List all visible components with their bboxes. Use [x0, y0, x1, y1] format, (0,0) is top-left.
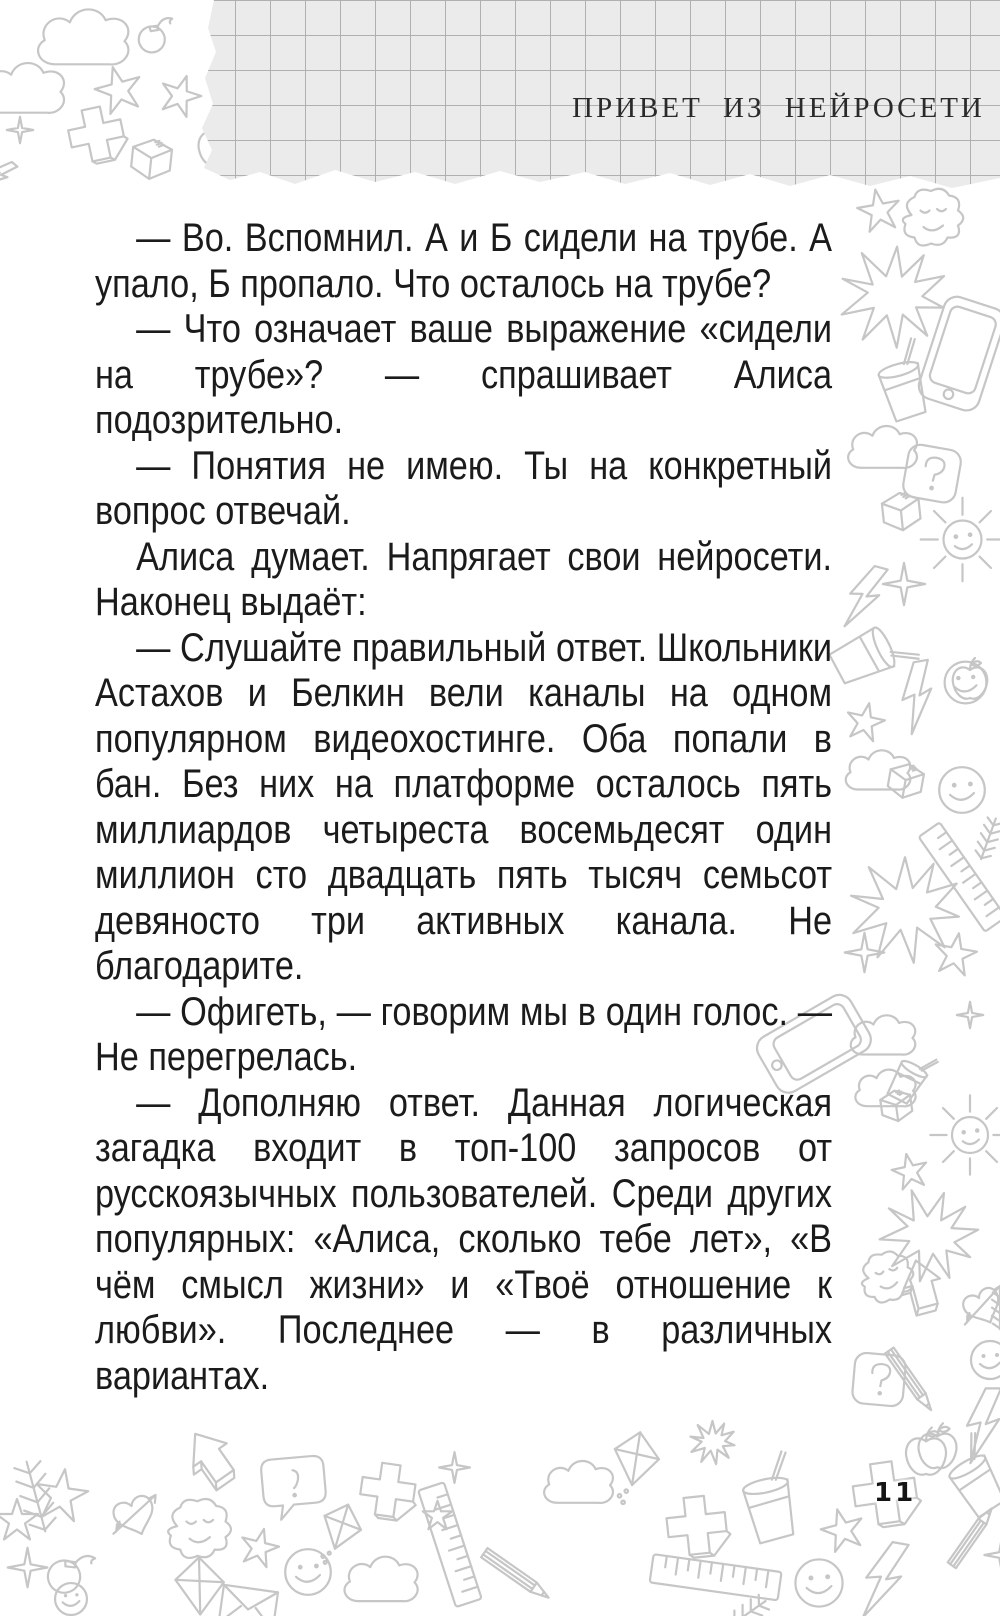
doodle-bottom-band	[0, 1421, 1000, 1616]
star-icon	[237, 1524, 282, 1569]
arrowblock-icon	[175, 1422, 245, 1496]
paragraph: — Во. Вспомнил. А и Б сидели на трубе. А упало, Б пропало. Что осталось на трубе?	[95, 216, 833, 306]
pencil-icon	[885, 1348, 935, 1414]
kite-icon	[606, 1428, 663, 1508]
sparkle-icon	[883, 563, 925, 605]
star-icon	[155, 70, 205, 119]
sparkle-icon	[439, 1452, 470, 1483]
cloud-icon	[38, 9, 128, 64]
sparkle-icon	[957, 1002, 983, 1028]
paragraph: Алиса думает. Напрягает свои нейросети. Наконец выдаёт:	[95, 534, 833, 624]
sparkle-icon	[984, 1537, 1000, 1572]
smiley-icon	[971, 1341, 1000, 1379]
cross-icon	[65, 102, 132, 168]
masks-icon	[168, 1499, 231, 1558]
doodle-top-left-corner	[0, 9, 236, 193]
burst-icon	[837, 242, 948, 351]
cloud-icon	[846, 750, 911, 789]
paragraph: — Понятия не имею. Ты на конкретный вопрос отвечай.	[95, 443, 833, 533]
branch-icon	[992, 1291, 1000, 1329]
sun-icon	[921, 498, 1000, 582]
branch-icon	[12, 1458, 60, 1535]
kite-icon	[310, 1499, 367, 1571]
sun-icon	[930, 1095, 1000, 1174]
star-icon	[889, 1150, 931, 1191]
bubble-icon	[260, 1455, 327, 1521]
ruler-icon	[650, 1554, 782, 1600]
cross-icon	[357, 1460, 421, 1522]
sparkle-icon	[8, 1548, 48, 1588]
cross-icon	[665, 1494, 733, 1561]
phone-icon	[915, 293, 1000, 414]
cloud-icon	[544, 1461, 613, 1503]
burst-icon	[690, 1421, 734, 1464]
lightning-icon	[0, 156, 17, 193]
star-icon	[817, 1504, 868, 1554]
cup-icon	[737, 1451, 803, 1545]
cloud-icon	[0, 63, 64, 113]
star-icon	[0, 1499, 38, 1540]
kite-icon	[175, 1557, 223, 1616]
burst-icon	[869, 1177, 988, 1295]
smiley-icon	[55, 1583, 87, 1615]
lightning-icon	[896, 660, 940, 735]
envelope-icon	[219, 1585, 278, 1616]
cube-icon	[881, 491, 922, 532]
ruler-icon	[418, 1482, 482, 1607]
pencil-icon	[948, 1506, 996, 1569]
paragraph: — Дополняю ответ. Данная логическая загадка входит в топ-100 запросов от русскоязычных пользователей. Среди других популярных: «Алиса, сколько тебе лет», «В чём смысл жизни» и «Твоё отношение к любви». Последнее — в различных вариантах.	[95, 1080, 833, 1398]
heart-icon	[104, 1491, 166, 1543]
cube-icon	[130, 138, 173, 181]
page-number: 11	[874, 1478, 917, 1508]
branch-icon	[973, 815, 1000, 862]
bomb-icon	[43, 1543, 96, 1600]
smiley-icon	[795, 1559, 842, 1606]
page-text	[95, 216, 832, 1399]
cup-icon	[827, 616, 920, 693]
chapter-title: ПРИВЕТ ИЗ НЕЙРОСЕТИ	[572, 92, 985, 124]
bomb-icon	[137, 13, 172, 55]
pencil-icon	[481, 1548, 552, 1602]
masks-icon	[903, 189, 963, 246]
lightning-icon	[859, 1539, 908, 1616]
apple-icon	[919, 1423, 957, 1468]
cloud-icon	[345, 1557, 418, 1602]
sparkle-icon	[7, 117, 33, 143]
cup-icon	[872, 337, 934, 422]
paragraph: — Что означает ваше выражение «сидели на трубе»? — спрашивает Алиса подозрительно.	[95, 307, 833, 442]
star-icon	[855, 186, 903, 233]
paragraph: — Слушайте правильный ответ. Школьники Астахов и Белкин вели каналы на одном популярном видеохостинге. Оба попали в бан. Без них на платформе осталось пять миллиардов четыреста восемьдесят один миллион сто двадцать пять тысяч семьсот девяносто три активных канала. Не благодарите.	[95, 625, 833, 988]
star-icon	[843, 699, 888, 743]
paragraph: — Офигеть, — говорим мы в один голос. — Не перегрелась.	[95, 989, 833, 1079]
cube-icon	[886, 761, 925, 800]
lightning-icon	[842, 562, 888, 634]
smiley-icon	[939, 767, 985, 813]
cup-icon	[936, 1432, 1000, 1520]
